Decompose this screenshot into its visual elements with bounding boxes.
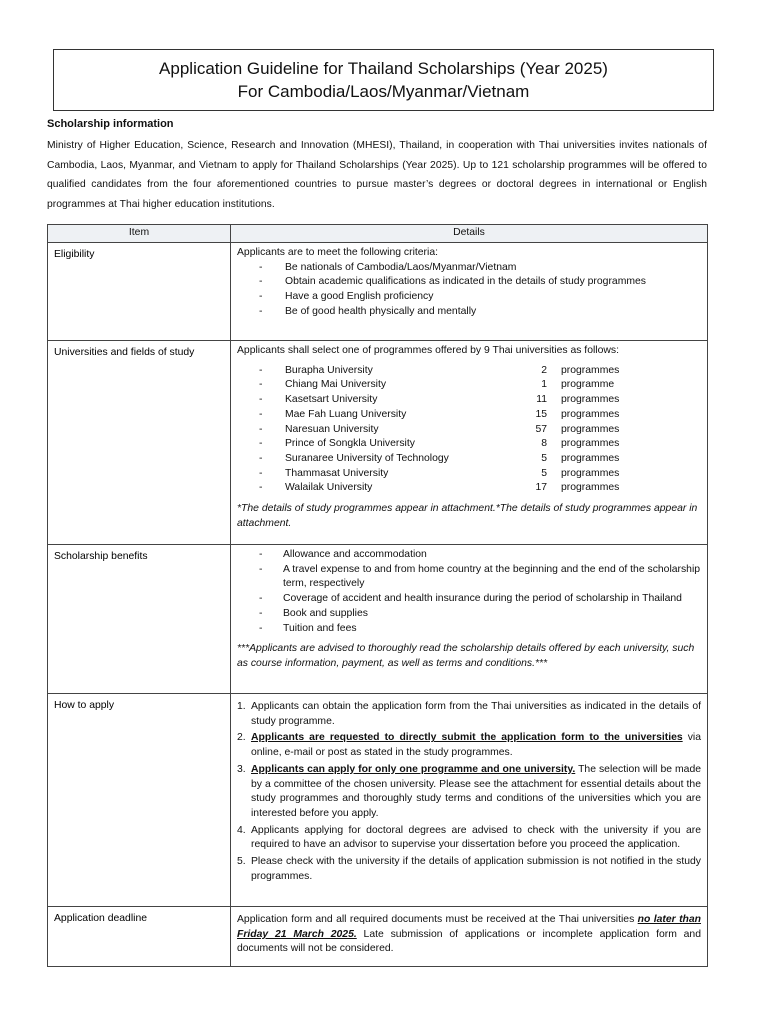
- list-item: - Burapha University 2 programmes: [257, 364, 701, 379]
- university-list: [257, 364, 701, 496]
- table-row-deadline: [48, 907, 708, 967]
- row-label: Application deadline: [48, 907, 231, 967]
- row-label: Scholarship benefits: [48, 545, 231, 694]
- table-row-eligibility: [48, 243, 708, 341]
- list-item: - Suranaree University of Technology 5 programmes: [257, 452, 701, 467]
- list-item: - Coverage of accident and health insurance during the period of scholarship in Thailand: [257, 592, 701, 607]
- list-item: - Be of good health physically and mentally: [257, 305, 701, 320]
- document-title-box: [53, 49, 714, 111]
- table-row-universities: [48, 341, 708, 545]
- list-item: 4. Applicants applying for doctoral degrees are advised to check with the university if you are required to have an advisor to supervise your dissertation before you proceed the application.: [237, 824, 701, 851]
- row-label: How to apply: [48, 694, 231, 907]
- list-item: 5. Please check with the university if the details of application submission is not notified in the study programmes.: [237, 856, 701, 882]
- eligibility-intro: Applicants are to meet the following criteria:: [237, 247, 438, 258]
- table-header-row: [48, 225, 708, 243]
- list-item: - Obtain academic qualifications as indicated in the details of study programmes: [257, 275, 701, 290]
- list-item: - A travel expense to and from home country at the beginning and the end of the scholarship term, respectively: [257, 563, 701, 592]
- intro-paragraph: Ministry of Higher Education, Science, Research and Innovation (MHESI), Thailand, in cooperation with Thai universities invites nationals of Cambodia, Laos, Myanmar, and Vietnam to apply for Thailand Scholarships (Year 2025). Up to 121 scholarship programmes will be offered to qualified candidates from the four aforementioned countries to pursue master’s degrees or doctoral degrees in international or English programmes at Thai higher education institutions.: [47, 140, 707, 210]
- row-details: [231, 907, 708, 967]
- list-item: - Be nationals of Cambodia/Laos/Myanmar/Vietnam: [257, 261, 701, 276]
- guideline-table: [47, 224, 708, 967]
- list-item: - Allowance and accommodation: [257, 548, 701, 563]
- list-item: - Chiang Mai University 1 programme: [257, 378, 701, 393]
- attachment-note: *The details of study programmes appear in attachment.*The details of study programmes appear in attachment.: [237, 503, 698, 529]
- row-details: [231, 545, 708, 694]
- table-row-benefits: [48, 545, 708, 694]
- document-title: Application Guideline for Thailand Scholarships (Year 2025): [159, 59, 608, 78]
- benefits-note: ***Applicants are advised to thoroughly read the scholarship details offered by each university, such as course information, payment, as well as terms and conditions.***: [237, 643, 695, 669]
- list-item: 1. Applicants can obtain the application form from the Thai universities as indicated in the details of study programme.: [237, 701, 701, 727]
- list-item: - Book and supplies: [257, 607, 701, 622]
- list-item: - Walailak University 17 programmes: [257, 481, 701, 496]
- row-details: [231, 243, 708, 341]
- list-item: - Mae Fah Luang University 15 programmes: [257, 408, 701, 423]
- section-heading: Scholarship information: [47, 118, 174, 130]
- list-item: 2. Applicants are requested to directly submit the application form to the universities via online, e-mail or post as stated in the study programmes.: [237, 732, 702, 759]
- deadline-text-after: Late submission of applications or incomplete application form and documents will not be considered.: [237, 928, 701, 955]
- list-item: - Thammasat University 5 programmes: [257, 467, 701, 482]
- list-item: - Have a good English proficiency: [257, 290, 701, 305]
- header-details: Details: [231, 225, 708, 243]
- list-item: 3. Applicants can apply for only one programme and one university. The selection will be made by a committee of the chosen university. Please see the attachment for essential details about the study programmes and thoroughly study terms and conditions of the universities which you are interested before you apply.: [237, 763, 702, 819]
- document-subtitle: For Cambodia/Laos/Myanmar/Vietnam: [237, 82, 530, 101]
- eligibility-criteria: [257, 261, 701, 320]
- deadline-date: no later than Friday 21 March 2025.: [237, 914, 702, 940]
- universities-intro: Applicants shall select one of programmes offered by 9 Thai universities as follows:: [237, 345, 619, 356]
- list-item: - Naresuan University 57 programmes: [257, 423, 701, 438]
- deadline-text: Application form and all required documents must be received at the Thai universities: [237, 914, 638, 925]
- list-item: - Prince of Songkla University 8 programmes: [257, 437, 701, 452]
- benefit-list: [257, 548, 701, 636]
- row-label: Universities and fields of study: [48, 341, 231, 545]
- application-steps: [237, 700, 701, 884]
- row-details: [231, 341, 708, 545]
- list-item: - Tuition and fees: [257, 622, 701, 637]
- header-item: Item: [48, 225, 231, 243]
- table-row-how-to-apply: [48, 694, 708, 907]
- row-details: [231, 694, 708, 907]
- row-label: Eligibility: [48, 243, 231, 341]
- list-item: - Kasetsart University 11 programmes: [257, 393, 701, 408]
